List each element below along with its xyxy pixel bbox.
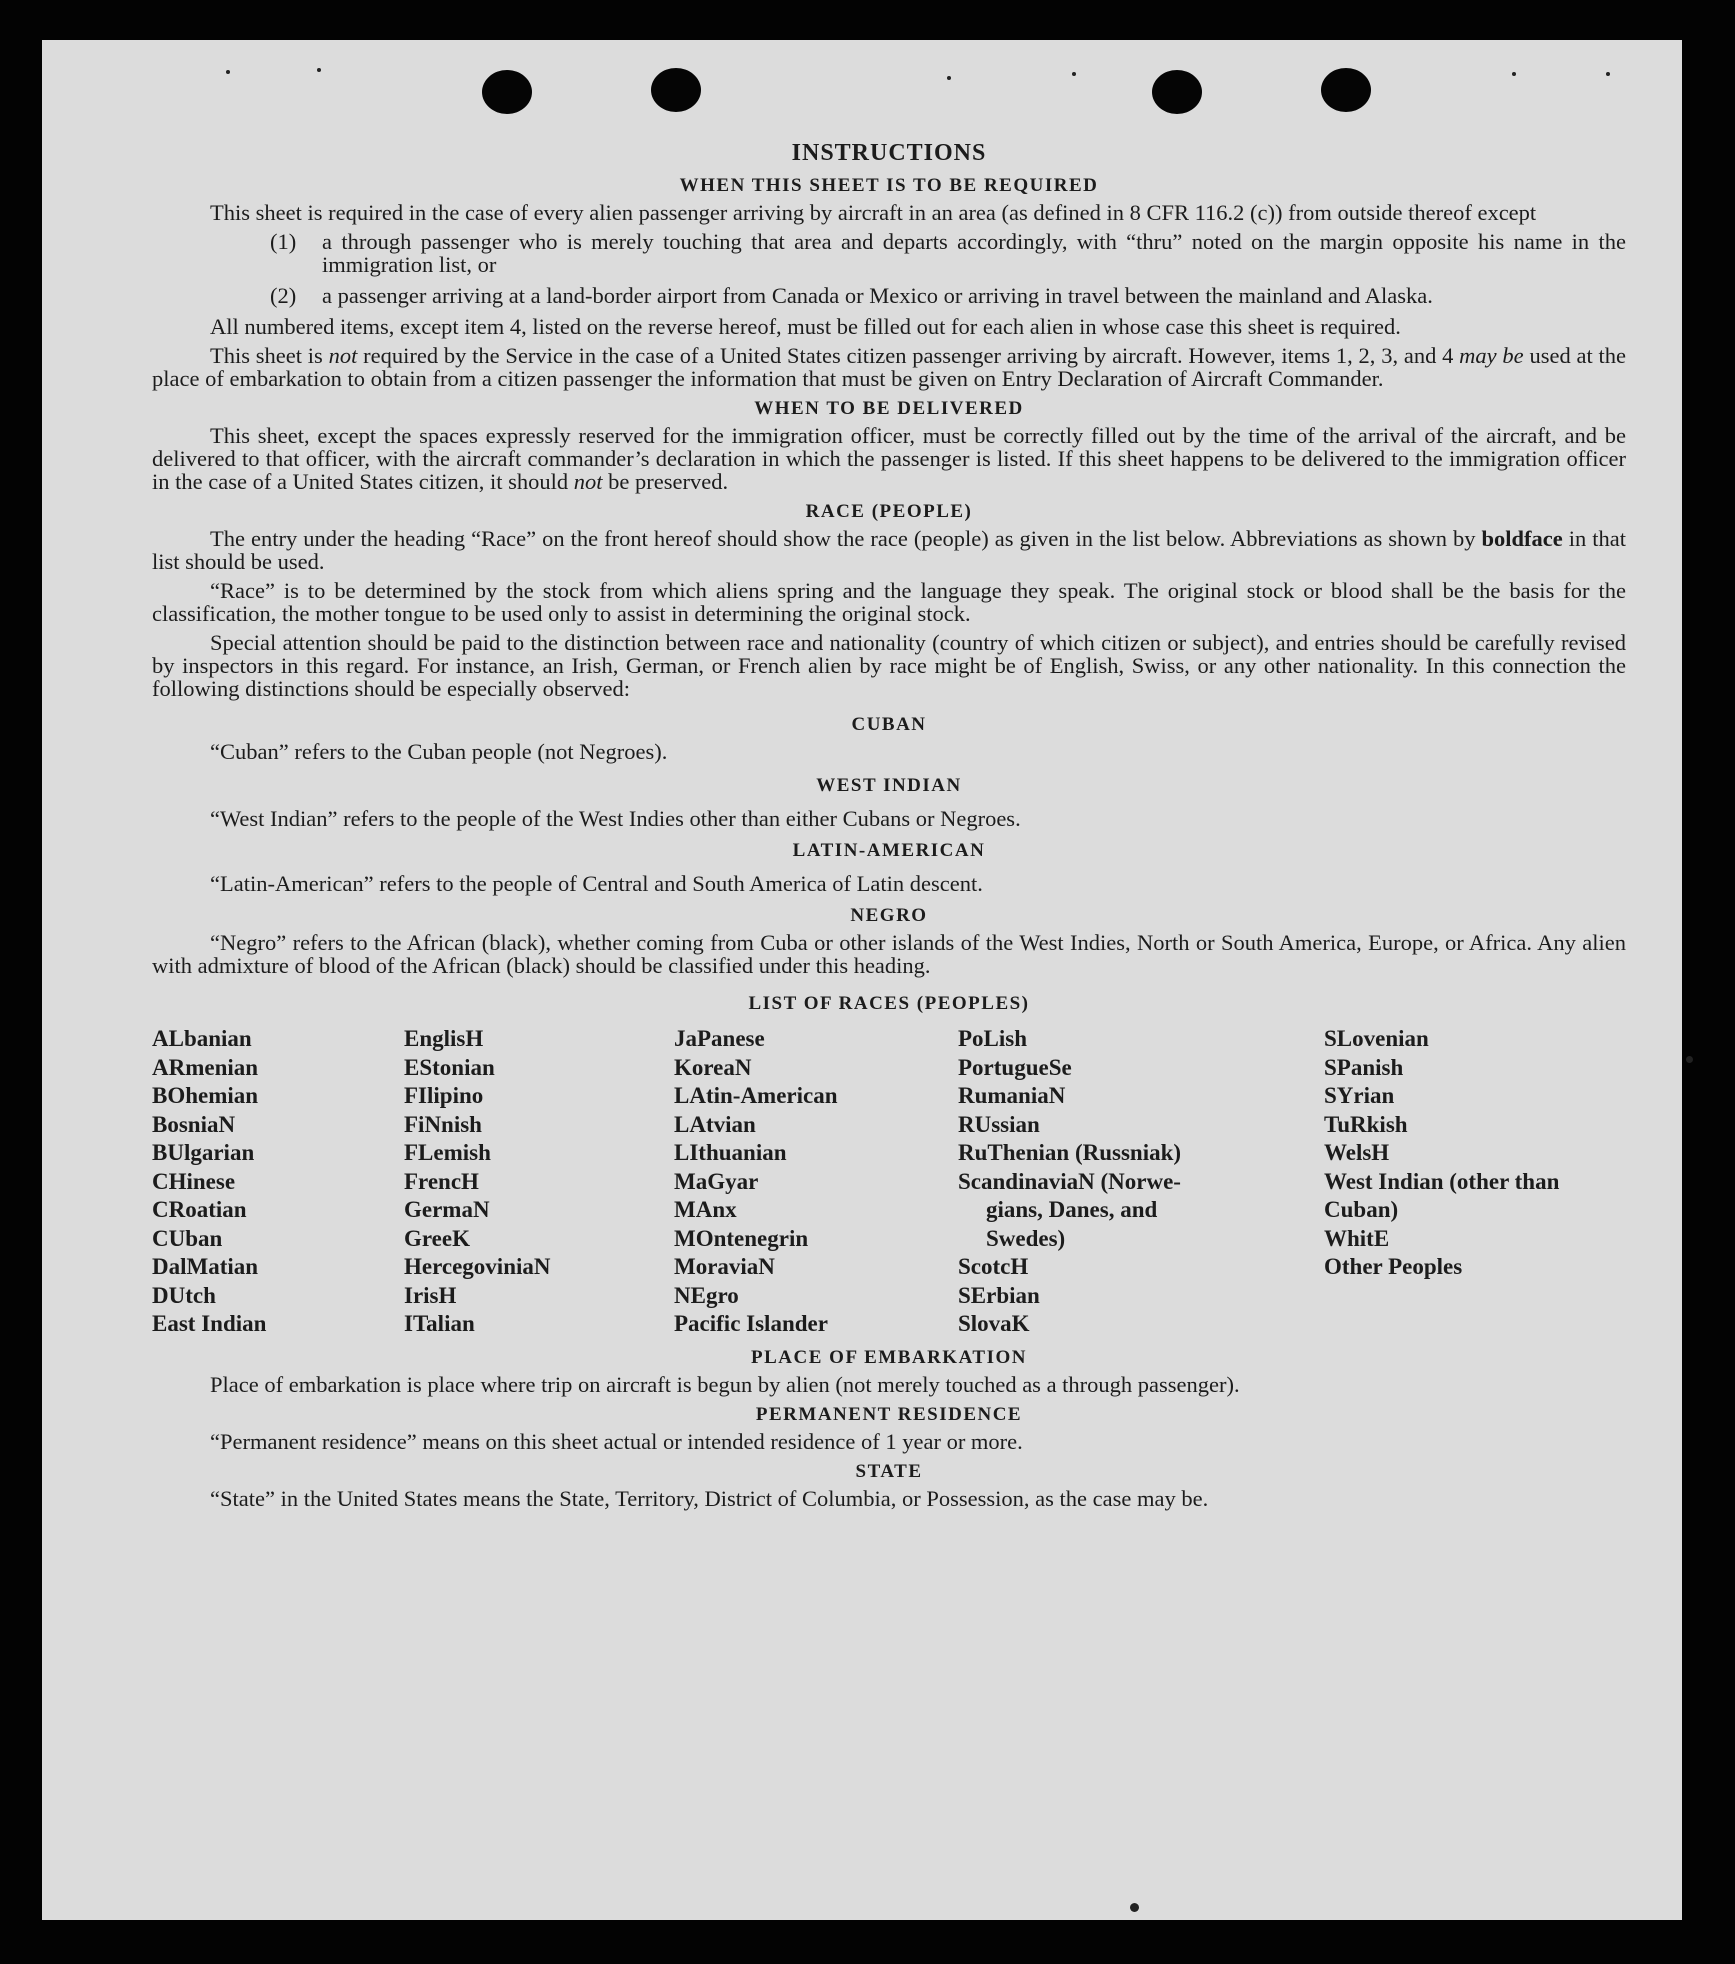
state-text: “State” in the United States means the State, Territory, District of Columbia, or Possession, as the case may be. xyxy=(210,1485,1209,1511)
race-entry: JaPanese xyxy=(674,1026,765,1051)
heading-race: RACE (PEOPLE) xyxy=(805,501,973,522)
heading-state: STATE xyxy=(855,1460,923,1482)
races-column-3 xyxy=(674,1025,958,1339)
item-text: a through passenger who is merely touching that area and departs accordingly, with “thru” noted on the margin opposite his name in the immigration list, or xyxy=(322,229,1626,277)
race-entry: SLovenian xyxy=(1324,1026,1429,1051)
page-title: INSTRUCTIONS xyxy=(791,140,987,166)
dust-speck xyxy=(1512,72,1516,76)
heading-list-of-races: LIST OF RACES (PEOPLES) xyxy=(748,993,1030,1014)
latin-american-text: “Latin-American” refers to the people of Central and South America of Latin descent. xyxy=(210,871,983,896)
race-entry: DUtch xyxy=(152,1282,216,1308)
races-column-5 xyxy=(1324,1025,1604,1339)
race-entry: IrisH xyxy=(404,1282,457,1308)
dust-speck xyxy=(317,68,321,72)
race-entry: WelsH xyxy=(1324,1140,1390,1165)
race-entry: FrencH xyxy=(404,1168,479,1194)
race-entry: FIlipino xyxy=(404,1083,484,1108)
race-entry: MoraviaN xyxy=(674,1254,775,1279)
race-entry: TuRkish xyxy=(1324,1111,1408,1137)
race-entry: LAtvian xyxy=(674,1111,756,1137)
race-entry: SPanish xyxy=(1324,1054,1404,1080)
residence-text: “Permanent residence” means on this sheet actual or intended residence of 1 year or more. xyxy=(210,1428,1023,1454)
race-entry: WhitE xyxy=(1324,1225,1390,1251)
dust-speck xyxy=(1072,72,1076,76)
cuban-text: “Cuban” refers to the Cuban people (not Negroes). xyxy=(210,739,668,764)
races-list xyxy=(152,1025,1626,1339)
race-entry: LAtin-American xyxy=(674,1083,838,1108)
heading-embarkation: PLACE OF EMBARKATION xyxy=(751,1346,1027,1368)
race-entry: SlovaK xyxy=(958,1311,1030,1336)
race-entry: ITalian xyxy=(404,1311,475,1336)
item-number: (1) xyxy=(270,229,297,254)
race-entry: BosniaN xyxy=(152,1111,236,1137)
west-indian-text: “West Indian” refers to the people of the West Indies other than either Cubans or Negroes. xyxy=(210,806,1021,831)
race-entry: ALbanian xyxy=(152,1026,252,1051)
heading-cuban: CUBAN xyxy=(851,714,927,735)
race-entry-continuation: gians, Danes, and xyxy=(986,1197,1158,1222)
race-entry: SErbian xyxy=(958,1282,1040,1308)
races-column-1 xyxy=(152,1025,404,1339)
delivered-paragraph: This sheet, except the spaces expressly reserved for the immigration officer, must be correctly filled out by the time of the arrival of the aircraft, and be delivered to that officer, with the aircraft commander’s declaration in which the passenger is listed. If this sheet happens to be delivered to the immigration officer in the case of a United States citizen, it should not be preserved. xyxy=(152,423,1626,494)
dust-speck xyxy=(1130,1903,1139,1912)
races-column-4 xyxy=(958,1025,1324,1339)
dust-speck xyxy=(1606,72,1610,76)
race-entry: RUssian xyxy=(958,1111,1040,1137)
numbered-items-paragraph: All numbered items, except item 4, listed on the reverse hereof, must be filled out for each alien in whose case this sheet is required. xyxy=(210,314,1401,339)
heading-negro: NEGRO xyxy=(850,905,928,926)
heading-required: WHEN THIS SHEET IS TO BE REQUIRED xyxy=(679,175,1099,196)
negro-text: “Negro” refers to the African (black), whether coming from Cuba or other islands of the West Indies, North or South America, Europe, or Africa. Any alien with admixture of blood of the African (black) should be classified under this heading. xyxy=(152,930,1626,978)
race-paragraph-1: The entry under the heading “Race” on the front hereof should show the race (people) as given in the list below. Abbreviations as shown by boldface in that list should be used. xyxy=(152,526,1626,574)
heading-west-indian: WEST INDIAN xyxy=(816,775,962,796)
race-entry: Pacific Islander xyxy=(674,1311,828,1336)
race-entry: PortugueSe xyxy=(958,1054,1072,1080)
document-sheet xyxy=(42,40,1682,1920)
heading-delivered: WHEN TO BE DELIVERED xyxy=(754,398,1024,419)
race-entry: RuThenian (Russniak) xyxy=(958,1140,1182,1165)
race-entry: BOhemian xyxy=(152,1083,259,1108)
race-entry: MOntenegrin xyxy=(674,1225,809,1251)
heading-permanent-residence: PERMANENT RESIDENCE xyxy=(755,1403,1023,1425)
citizen-paragraph: This sheet is not required by the Service in the case of a United States citizen passenger arriving by aircraft. However, items 1, 2, 3, and 4 may be used at the place of embarkation to obtain from a citizen passenger the information that must be given on Entry Declaration of Aircraft Commander. xyxy=(152,343,1626,391)
race-entry: MAnx xyxy=(674,1197,737,1222)
embarkation-text: Place of embarkation is place where trip on aircraft is begun by alien (not merely touched as a through passenger). xyxy=(210,1371,1240,1397)
race-entry: KoreaN xyxy=(674,1054,752,1080)
race-entry: East Indian xyxy=(152,1311,267,1336)
race-entry: RumaniaN xyxy=(958,1083,1066,1108)
dust-speck xyxy=(226,70,230,74)
exception-item xyxy=(270,230,1626,276)
dust-speck xyxy=(947,76,951,80)
race-entry: CHinese xyxy=(152,1168,236,1194)
race-entry-continuation: Swedes) xyxy=(986,1225,1066,1251)
exception-item xyxy=(270,284,1626,307)
race-entry: GreeK xyxy=(404,1225,470,1251)
race-entry: EnglisH xyxy=(404,1026,484,1051)
race-entry: EStonian xyxy=(404,1054,495,1080)
item-number: (2) xyxy=(270,283,297,308)
race-entry: LIthuanian xyxy=(674,1140,787,1165)
race-entry: FiNnish xyxy=(404,1111,482,1137)
heading-latin-american: LATIN-AMERICAN xyxy=(792,840,986,861)
race-entry: ScandinaviaN (Norwe- xyxy=(958,1168,1181,1194)
race-entry: West Indian (other than Cuban) xyxy=(1324,1168,1560,1222)
race-entry: MaGyar xyxy=(674,1168,759,1194)
race-entry: DalMatian xyxy=(152,1254,259,1279)
race-entry: CUban xyxy=(152,1225,223,1251)
race-entry: CRoatian xyxy=(152,1197,247,1222)
race-entry: Other Peoples xyxy=(1324,1254,1463,1279)
race-entry: GermaN xyxy=(404,1197,490,1222)
race-entry: SYrian xyxy=(1324,1083,1395,1108)
race-entry: PoLish xyxy=(958,1026,1028,1051)
race-entry: FLemish xyxy=(404,1140,491,1165)
race-entry: BUlgarian xyxy=(152,1140,255,1165)
race-entry: HercegoviniaN xyxy=(404,1254,551,1279)
races-column-2 xyxy=(404,1025,674,1339)
item-text: a passenger arriving at a land-border airport from Canada or Mexico or arriving in travel between the mainland and Alaska. xyxy=(322,283,1433,308)
dust-speck xyxy=(1686,1056,1693,1063)
race-entry: ARmenian xyxy=(152,1054,259,1080)
race-paragraph-2: “Race” is to be determined by the stock from which aliens spring and the language they speak. The original stock or blood shall be the basis for the classification, the mother tongue to be used only to assist in determining the original stock. xyxy=(152,578,1626,626)
race-paragraph-3: Special attention should be paid to the distinction between race and nationality (country of which citizen or subject), and entries should be carefully revised by inspectors in this regard. For instance, an Irish, German, or French alien by race might be of English, Swiss, or any other nationality. In this connection the following distinctions should be especially observed: xyxy=(152,630,1626,701)
required-intro: This sheet is required in the case of every alien passenger arriving by aircraft in an area (as defined in 8 CFR 116.2 (c)) from outside thereof except xyxy=(210,200,1537,225)
race-entry: NEgro xyxy=(674,1282,739,1308)
instructions-content xyxy=(152,98,1626,1516)
race-entry: ScotcH xyxy=(958,1254,1029,1279)
